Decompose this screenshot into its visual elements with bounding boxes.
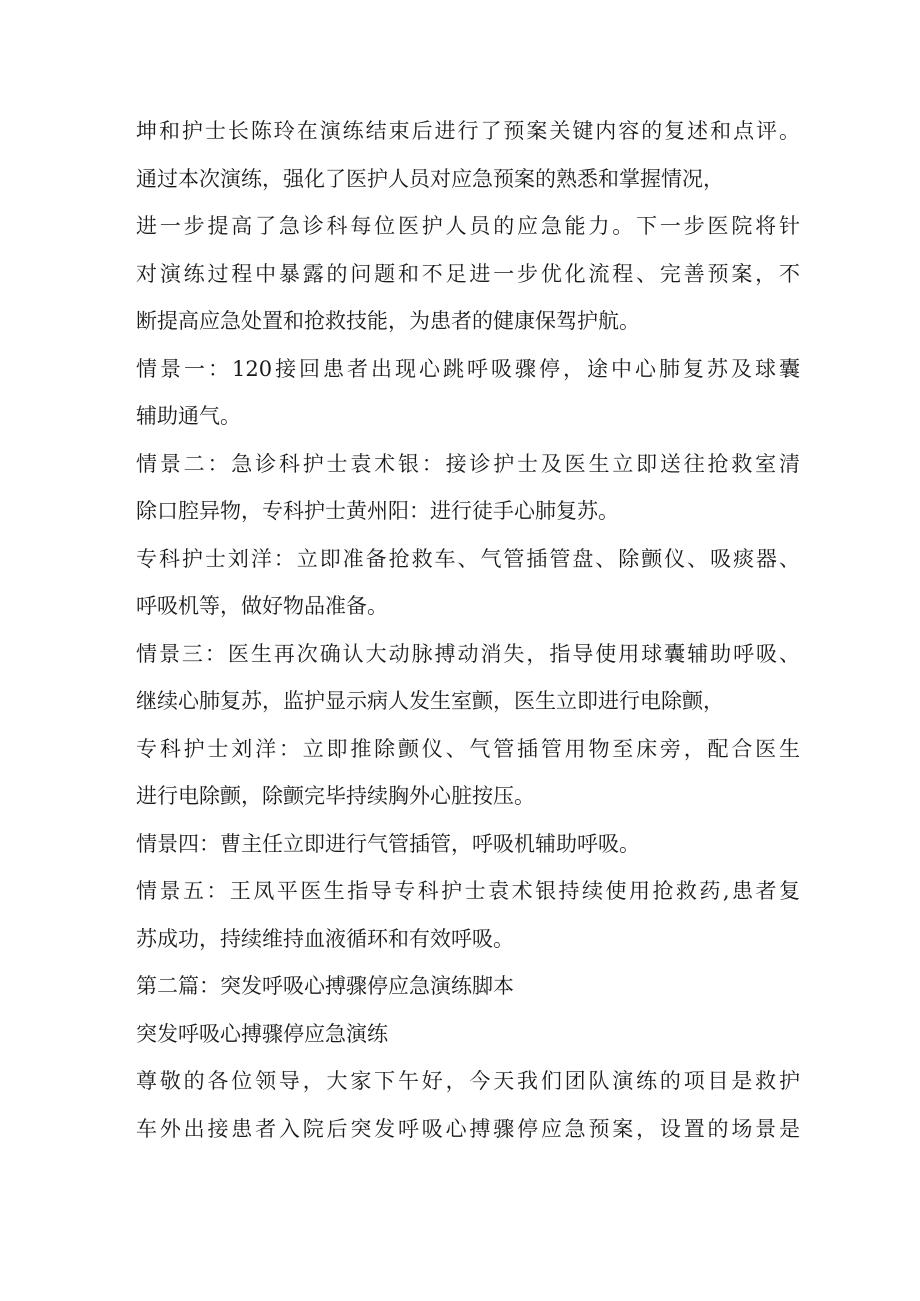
text-line: 情景四：曹主任立即进行气管插管，呼吸机辅助呼吸。: [136, 831, 640, 856]
text-line: 坤和护士长陈玲在演练结束后进行了预案关键内容的复述和点评。: [136, 119, 800, 143]
text-line: 情景二：急诊科护士袁术银：接诊护士及医生立即送往抢救室清: [136, 451, 800, 476]
text-line: 情景三：医生再次确认大动脉搏动消失，指导使用球囊辅助呼吸、: [136, 641, 800, 666]
text-line: 专科护士刘洋：立即准备抢救车、气管插管盘、除颤仪、吸痰器、: [136, 546, 800, 571]
text-line: 通过本次演练，强化了医护人员对应急预案的熟悉和掌握情况，: [136, 166, 724, 191]
text-line: 专科护士刘洋：立即推除颤仪、气管插管用物至床旁，配合医生: [136, 736, 800, 761]
text-line: 尊敬的各位领导，大家下午好，今天我们团队演练的项目是救护: [136, 1069, 800, 1093]
text-line: 情景一：120接回患者出现心跳呼吸骤停，途中心肺复苏及球囊: [136, 356, 800, 381]
text-line: 进行电除颤，除颤完毕持续胸外心脏按压。: [136, 784, 535, 808]
text-line: 情景五：王凤平医生指导专科护士袁术银持续使用抢救药,患者复: [136, 879, 800, 903]
text-line: 辅助通气。: [136, 404, 241, 428]
text-line: 车外出接患者入院后突发呼吸心搏骤停应急预案，设置的场景是: [136, 1116, 800, 1141]
text-line: 断提高应急处置和抢救技能，为患者的健康保驾护航。: [136, 309, 640, 333]
text-line: 突发呼吸心搏骤停应急演练: [136, 1021, 388, 1046]
text-line: 进一步提高了急诊科每位医护人员的应急能力。下一步医院将针: [136, 214, 800, 238]
text-line: 呼吸机等，做好物品准备。: [136, 594, 388, 618]
body-text: [136, 108, 800, 1153]
text-line: 继续心肺复苏，监护显示病人发生室颤，医生立即进行电除颤，: [136, 689, 724, 713]
text-line: 除口腔异物，专科护士黄州阳：进行徒手心肺复苏。: [136, 499, 619, 523]
text-line: 苏成功，持续维持血液循环和有效呼吸。: [136, 926, 514, 951]
text-line: 第二篇：突发呼吸心搏骤停应急演练脚本: [136, 974, 514, 998]
text-line: 对演练过程中暴露的问题和不足进一步优化流程、完善预案，不: [136, 261, 800, 286]
